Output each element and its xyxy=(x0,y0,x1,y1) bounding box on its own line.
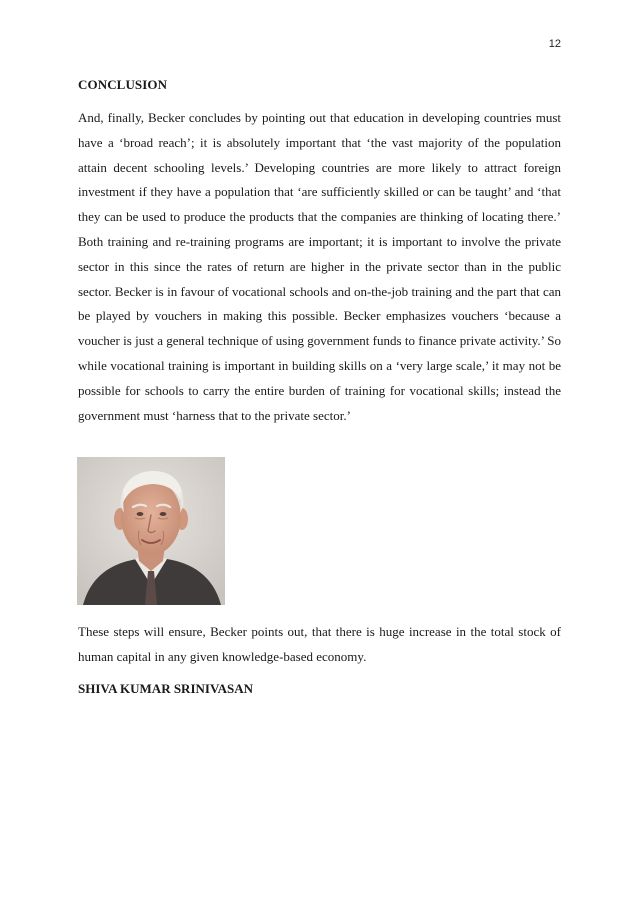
section-heading: CONCLUSION xyxy=(78,77,168,92)
body-paragraph: And, finally, Becker concludes by pointing out that education in developing countries must have a ‘broad reach’; it is absolutely important that ‘the vast majority of the population attain decent schooling levels.’ Developing countries are more likely to attract foreign investment if they have a population that ‘are sufficiently skilled or can be taught’ and ‘that they can be used to produce the products that the companies are thinking of locating there.’ Both training and re-training programs are important; it is important to involve the private sector in this since the rates of return are higher in the private sector than in the public sector. Becker is in favour of vocational schools and on-the-job training and the part that can be played by vouchers in making this possible. Becker emphasizes vouchers ‘because a voucher is just a general technique of using government funds to finance private activity.’ So while vocational training is important in building skills on a ‘very large scale,’ it may not be possible for schools to carry the entire burden of training for vocational skills; instead the government must ‘harness that to the private sector.’ xyxy=(78,110,561,423)
portrait-photo xyxy=(77,457,225,605)
author-name: SHIVA KUMAR SRINIVASAN xyxy=(78,681,254,696)
body-paragraph-closing: These steps will ensure, Becker points out, that there is huge increase in the total stock of human capital in any given knowledge-based economy. xyxy=(78,624,561,664)
portrait-illustration xyxy=(77,457,225,605)
page-number: 12 xyxy=(548,38,561,50)
